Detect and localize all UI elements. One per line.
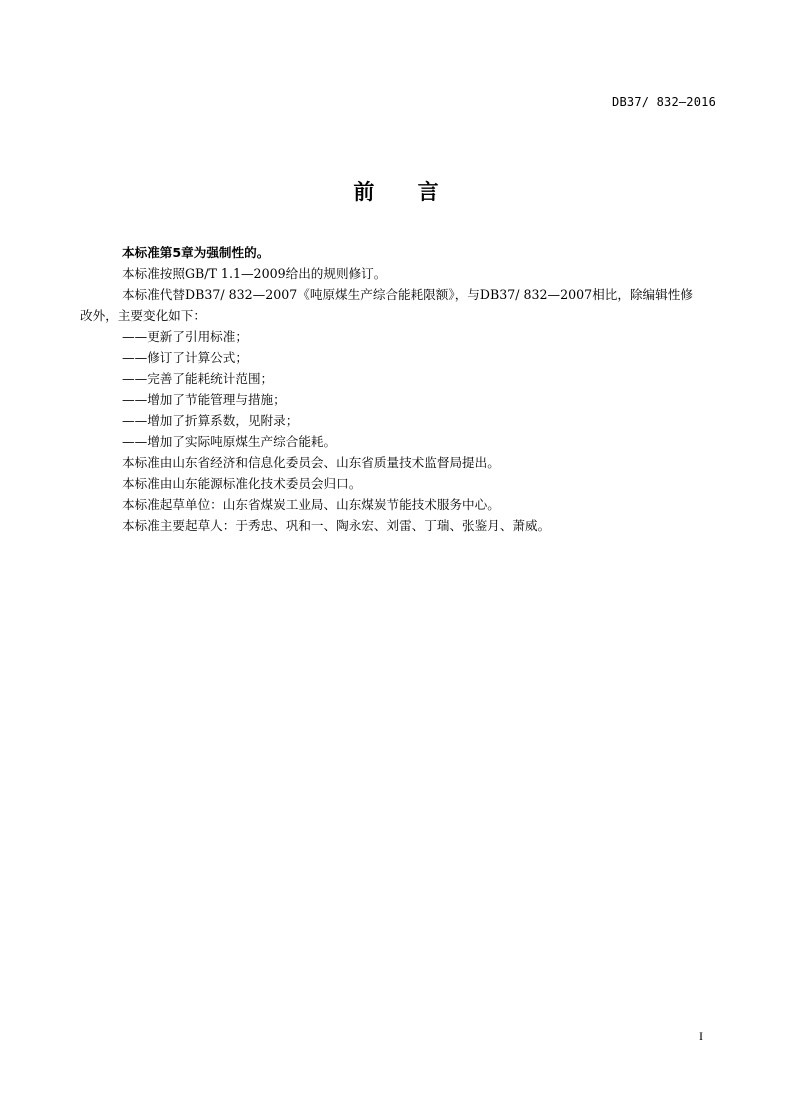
- change-item: ——增加了折算系数，见附录；: [122, 413, 299, 428]
- proposer-paragraph: 本标准由山东省经济和信息化委员会、山东省质量技术监督局提出。: [122, 455, 500, 470]
- change-item: ——更新了引用标准；: [122, 329, 248, 344]
- preface-body: [0, 242, 792, 536]
- drafting-units-paragraph: 本标准起草单位：山东省煤炭工业局、山东煤炭节能技术服务中心。: [122, 497, 500, 512]
- centralized-management-paragraph: 本标准由山东能源标准化技术委员会归口。: [122, 476, 362, 491]
- replacement-paragraph-line2: 改外，主要变化如下：: [80, 308, 206, 323]
- change-item: ——完善了能耗统计范围；: [122, 371, 274, 386]
- mandatory-chapter-statement: 本标准第5章为强制性的。: [122, 245, 270, 260]
- change-item: ——增加了节能管理与措施；: [122, 392, 286, 407]
- drafting-rules-paragraph: 本标准按照GB/T 1.1—2009给出的规则修订。: [122, 266, 387, 281]
- main-drafters-paragraph: 本标准主要起草人：于秀忠、巩和一、陶永宏、刘雷、丁瑞、张鉴月、萧威。: [122, 518, 551, 533]
- page-number: I: [699, 1029, 703, 1043]
- replacement-paragraph-line1: 本标准代替DB37/ 832—2007《吨原煤生产综合能耗限额》，与DB37/ 832—2007相比，除编辑性修: [122, 287, 693, 302]
- page-title: 前 言: [353, 180, 457, 204]
- change-item: ——增加了实际吨原煤生产综合能耗。: [122, 434, 337, 449]
- standard-number: DB37/ 832—2016: [612, 95, 716, 109]
- change-item: ——修订了计算公式；: [122, 350, 248, 365]
